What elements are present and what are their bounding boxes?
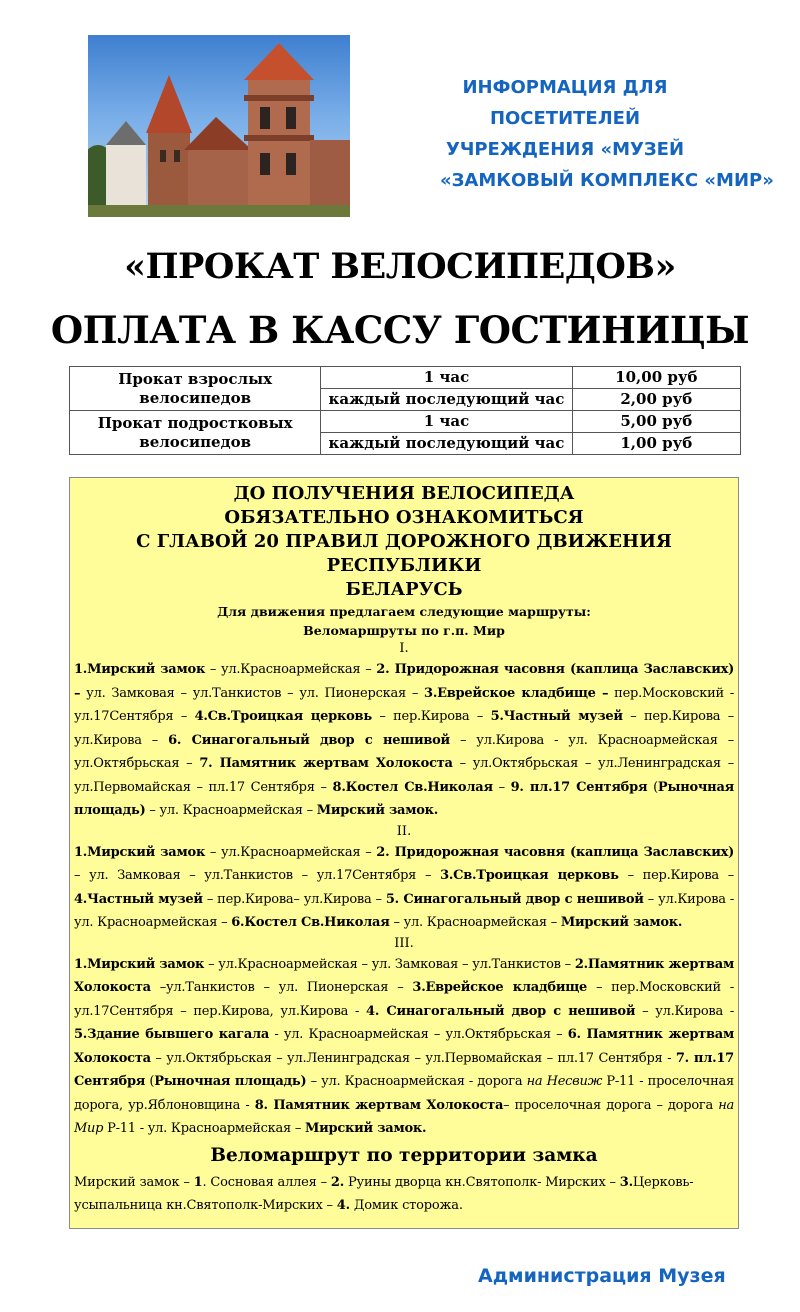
price-table <box>69 366 741 455</box>
route-text: – пер.Кирова – ул.Кирова – <box>74 709 734 748</box>
route-stop: 4. <box>336 1198 350 1213</box>
rental-type-line: Прокат взрослых <box>118 369 273 388</box>
route-stop: 6. Памятник жертвам Холокоста <box>74 1027 734 1066</box>
visitor-info-heading <box>440 72 774 196</box>
route-description <box>74 953 734 1141</box>
route-stop: 7. пл.17 Сентября <box>74 1050 734 1089</box>
castle-illustration <box>88 35 350 217</box>
route-text: – ул.Октябрьская – ул.Ленинградская – ул.Первомайская – пл.17 Сентября - <box>150 1050 676 1066</box>
rules-heading-line: С ГЛАВОЙ 20 ПРАВИЛ ДОРОЖНОГО ДВИЖЕНИЯ РЕСПУБЛИКИ <box>136 531 672 576</box>
route-text: – ул.Кирова - ул. Красноармейская –ул.Октябрьская – <box>74 732 734 771</box>
route-number: III. <box>394 935 414 951</box>
route-number: I. <box>399 641 409 656</box>
route-text: – пер.Кирова– ул.Кирова – <box>202 891 386 907</box>
route-text: ( <box>647 779 658 795</box>
route-stop: 2. <box>330 1174 345 1190</box>
route-number: II. <box>396 823 412 839</box>
table-row <box>70 367 741 389</box>
rental-type-line: велосипедов <box>139 432 252 451</box>
route-text: – пер.Кирова – <box>618 868 735 883</box>
rules-box <box>69 477 739 1229</box>
route-text: – ул. Замковая – ул.Танкистов – ул.17Сентября – <box>74 868 441 883</box>
route-text: на Мир <box>74 1097 735 1136</box>
route-stop: 4.Св.Троицкая церковь <box>194 709 372 724</box>
castle-route-description <box>74 1171 734 1218</box>
route-text: – ул. Красноармейская – <box>389 915 561 930</box>
route-stop: 7. Памятник жертвам Холокоста <box>199 756 453 771</box>
route-stop: 1 <box>193 1174 203 1190</box>
castle-route-title: Веломаршрут по территории замка <box>210 1144 598 1166</box>
info-line: ИНФОРМАЦИЯ ДЛЯ <box>462 77 668 98</box>
route-text: – пер.Московский - ул.17Сентября – пер.Кирова, ул.Кирова - <box>74 980 734 1019</box>
info-line: «ЗАМКОВЫЙ КОМПЛЕКС «МИР» <box>440 170 774 191</box>
route-stop: Мирский замок. <box>560 915 683 930</box>
table-row <box>70 411 741 433</box>
routes-subheading: Веломаршруты по г.п. Мир <box>303 623 505 638</box>
route-text: . Сосновая аллея – <box>202 1174 331 1190</box>
rental-type-line: велосипедов <box>139 388 252 407</box>
route-stop: 9. пл.17 Сентября <box>510 779 648 795</box>
route-stop: 5.Здание бывшего кагала <box>74 1027 270 1042</box>
route-stop: 1.Мирский замок <box>74 662 206 677</box>
period-cell: 1 час <box>321 367 572 389</box>
route-description <box>74 841 734 935</box>
page-title: «ПРОКАТ ВЕЛОСИПЕДОВ» <box>124 246 676 287</box>
route-text: пер.Московский - ул.17Сентября – <box>74 685 734 724</box>
rental-type-cell <box>70 367 321 411</box>
route-stop: 5. Синагогальный двор с нешивой <box>385 891 644 907</box>
route-stop: 1.Мирский замок <box>74 956 205 972</box>
route-text: – ул. Красноармейская - дорога <box>306 1074 527 1089</box>
route-text: ( <box>145 1074 155 1089</box>
price-cell: 5,00 руб <box>572 411 740 433</box>
route-stop: 6. Синагогальный двор с нешивой <box>168 732 450 748</box>
rules-heading-line: ДО ПОЛУЧЕНИЯ ВЕЛОСИПЕДА <box>233 483 575 504</box>
route-text: – ул.Красноармейская – <box>205 662 377 677</box>
route-text: Церковь-усыпальница кн.Святополк-Мирских – <box>74 1174 694 1213</box>
route-stop: 8.Костел Св.Николая <box>332 779 493 795</box>
route-text: Домик сторожа. <box>349 1198 463 1213</box>
price-cell: 2,00 руб <box>572 389 740 411</box>
rental-type-cell <box>70 411 321 455</box>
rental-type-line: Прокат подростковых <box>97 413 293 432</box>
route-stop: 4.Частный музей <box>74 891 203 907</box>
page-subtitle: ОПЛАТА В КАССУ ГОСТИНИЦЫ <box>50 308 750 352</box>
info-line: УЧРЕЖДЕНИЯ «МУЗЕЙ <box>445 139 685 160</box>
route-stop: 2. Придорожная часовня (каплица Заславских) – <box>74 662 734 701</box>
route-text: Руины дворца кн.Святополк- Мирских – <box>344 1174 620 1190</box>
route-text: –ул.Танкистов – ул. Пионерская – <box>150 980 413 995</box>
route-text: Р-11 - ул. Красноармейская – <box>103 1121 305 1136</box>
period-cell: каждый последующий час <box>321 389 572 411</box>
route-text: Р-11 - проселочная дорога, ур.Яблоновщина - <box>74 1074 734 1113</box>
route-stop: 3.Еврейское кладбище – <box>424 685 609 701</box>
rules-heading-line: ОБЯЗАТЕЛЬНО ОЗНАКОМИТЬСЯ <box>224 507 584 528</box>
period-cell: каждый последующий час <box>321 433 572 455</box>
route-stop: 2.Памятник жертвам Холокоста <box>74 956 734 995</box>
route-text: – ул.Красноармейская – ул. Замковая – ул.Танкистов – <box>204 956 575 972</box>
route-text: – ул. Красноармейская – <box>145 803 317 818</box>
price-cell: 1,00 руб <box>572 433 740 455</box>
route-stop: 6.Костел Св.Николая <box>231 915 390 930</box>
route-text: – ул.Кирова - ул. Красноармейская – <box>74 891 734 930</box>
route-stop: 3. <box>619 1174 633 1190</box>
route-stop: Рыночная площадь) <box>154 1074 307 1089</box>
route-stop: 8. Памятник жертвам Холокоста <box>254 1097 504 1113</box>
route-text: ул. Замковая – ул.Танкистов – ул. Пионерская – <box>80 685 425 701</box>
route-text: – ул.Красноармейская – <box>205 844 377 860</box>
castle-photo <box>88 35 350 217</box>
route-stop: Рыночная площадь) <box>74 779 734 818</box>
route-stop: 5.Частный музей <box>490 709 623 724</box>
route-text: – пер.Кирова – <box>371 709 491 724</box>
route-stop: Мирский замок. <box>304 1121 427 1136</box>
route-stop: 3.Еврейское кладбище <box>412 980 588 995</box>
route-text: Мирский замок – <box>74 1174 194 1190</box>
route-stop: 4. Синагогальный двор с нешивой <box>366 1003 636 1019</box>
museum-administration-signature: Администрация Музея <box>478 1265 726 1287</box>
route-text: - ул. Красноармейская – ул.Октябрьская – <box>269 1027 568 1042</box>
route-text: – ул.Октябрьская – ул.Ленинградская – ул.Первомайская – пл.17 Сентября – <box>74 756 734 795</box>
route-description <box>74 658 734 823</box>
routes-intro: Для движения предлагаем следующие маршруты: <box>217 604 591 619</box>
route-text: – ул.Кирова - <box>635 1003 734 1019</box>
info-line: ПОСЕТИТЕЛЕЙ <box>489 108 641 129</box>
route-stop: 3.Св.Троицкая церковь <box>440 868 619 883</box>
route-stop: Мирский замок. <box>316 803 439 818</box>
rules-heading-line: БЕЛАРУСЬ <box>345 579 463 600</box>
route-text: – проселочная дорога – дорога <box>503 1097 719 1113</box>
price-cell: 10,00 руб <box>572 367 740 389</box>
route-text: – <box>492 779 511 795</box>
period-cell: 1 час <box>321 411 572 433</box>
route-text: на Несвиж <box>526 1074 603 1089</box>
route-stop: 2. Придорожная часовня (каплица Заславских) <box>376 844 734 860</box>
route-stop: 1.Мирский замок <box>74 844 206 860</box>
